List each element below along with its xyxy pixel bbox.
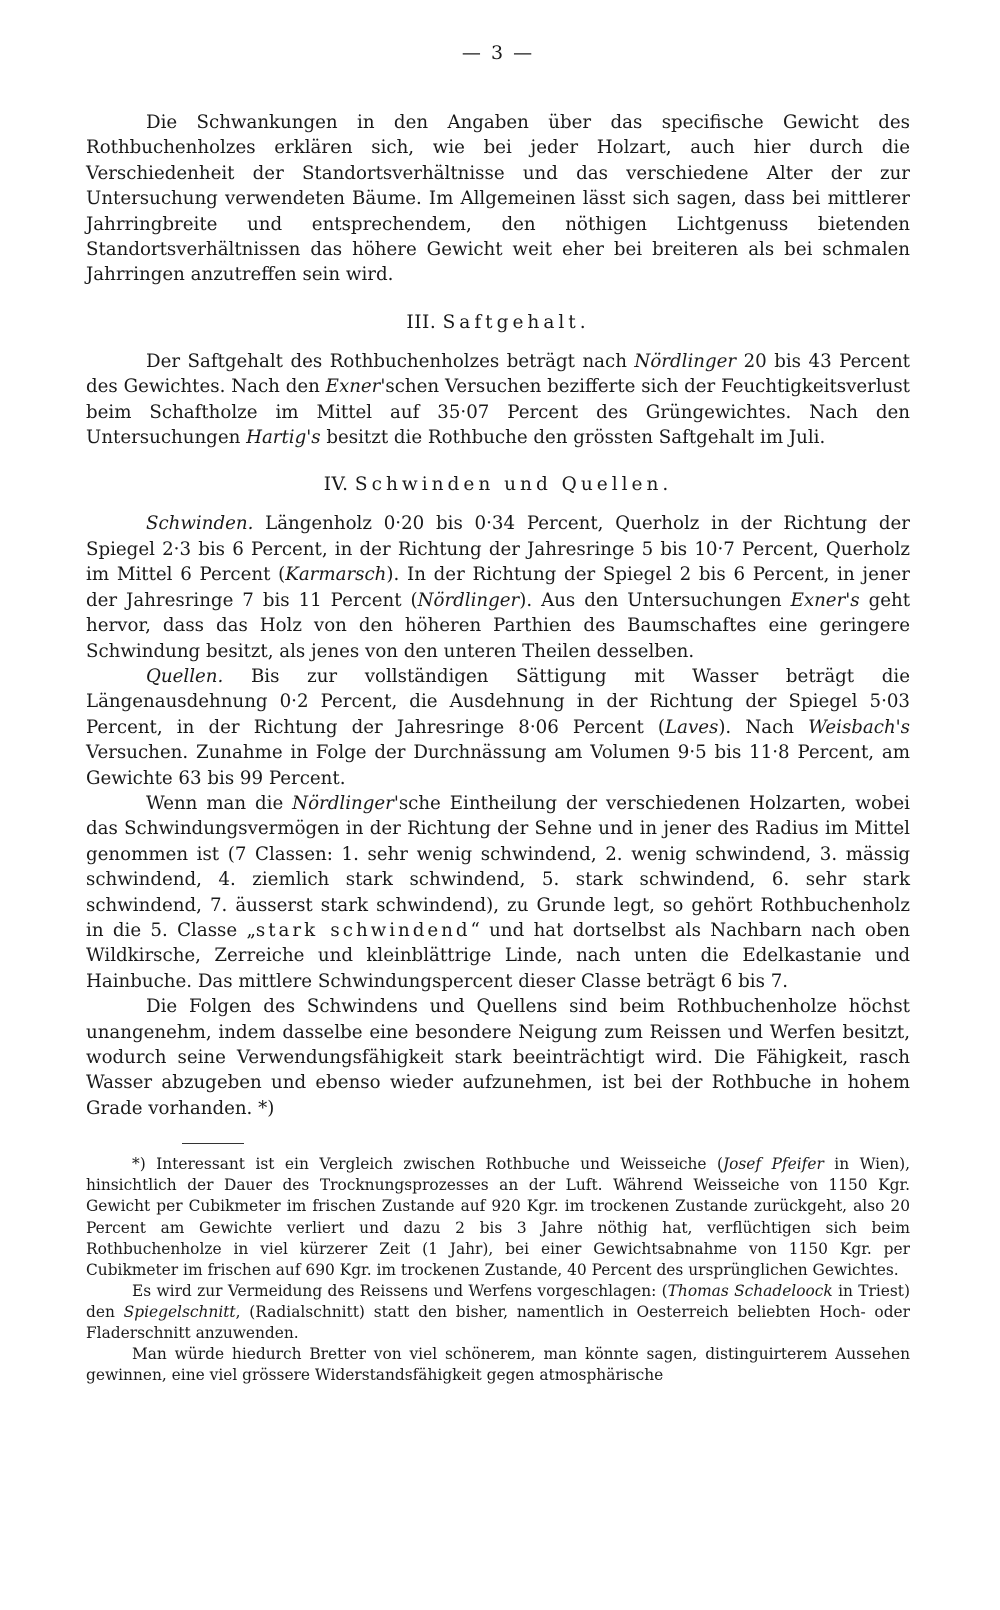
- person-name: Josef Pfeifer: [722, 1155, 824, 1174]
- spaced-term: stark schwindend: [255, 919, 471, 941]
- page-number: — 3 —: [461, 42, 535, 64]
- section-heading-saftgehalt: [86, 310, 910, 335]
- author-name: Weisbach's: [808, 716, 910, 738]
- person-name: Thomas Schadeloock: [667, 1281, 833, 1300]
- paragraph-saftgehalt: Der Saftgehalt des Rothbuchenholzes beträgt nach Nördlinger 20 bis 43 Percent des Gewichtes. Nach den Exner'schen Versuchen bezifferte sich der Feuchtigkeitsverlust beim Schaftholze im Mittel auf 35·07 Percent des Grüngewichtes. Nach den Untersuchungen Hartig's besitzt die Rothbuche den grössten Saftgehalt im Juli.: [86, 350, 910, 449]
- author-name: Exner: [325, 376, 381, 398]
- paragraph-quellen: Quellen. Bis zur vollständigen Sättigung mit Wasser beträgt die Längenausdehnung 0·2 Percent, die Ausdehnung in der Richtung der Spiegel 5·03 Percent, in der Richtung der Jahresringe 8·06 Percent (Laves). Nach Weisbach's Versuchen. Zunahme in Folge der Durchnässung am Volumen 9·5 bis 11·8 Percent, am Gewichte 63 bis 99 Percent.: [86, 665, 910, 789]
- section-title: Schwinden und Quellen.: [354, 474, 673, 496]
- footnote-divider: [182, 1143, 244, 1144]
- author-name: Nördlinger: [292, 792, 394, 814]
- footnote-continuation: Man würde hiedurch Bretter von viel schönerem, man könnte sagen, distinguirterem Aussehen gewinnen, eine viel grössere Widerstandsfähigkeit gegen atmosphärische: [86, 1345, 910, 1385]
- paragraph-consequences: Die Folgen des Schwindens und Quellens sind beim Rothbuchenholze höchst unangenehm, indem dasselbe eine besondere Neigung zum Reissen und Werfen besitzt, wodurch seine Verwendungsfähigkeit stark beeinträchtigt wird. Die Fähigkeit, rasch Wasser abzugeben und ebenso wieder aufzunehmen, ist bei der Rothbuche in hohem Grade vorhanden. *): [86, 996, 910, 1119]
- paragraph-schwinden: Schwinden. Längenholz 0·20 bis 0·34 Percent, Querholz in der Richtung der Spiegel 2·3 bis 6 Percent, in der Richtung der Jahresringe 5 bis 10·7 Percent, Querholz im Mittel 6 Percent (Karmarsch). In der Richtung der Spiegel 2 bis 6 Percent, in jener der Jahresringe 7 bis 11 Percent (Nördlinger). Aus den Untersuchungen Exner's geht hervor, dass das Holz von den höheren Parthien des Baumschaftes eine geringere Schwindung besitzt, als jenes von den unteren Theilen desselben.: [86, 513, 911, 662]
- author-name: Nördlinger: [417, 589, 520, 611]
- footnote-cutting-proposal: Es wird zur Vermeidung des Reissens und Werfens vorgeschlagen: (Thomas Schadeloock in Triest) den Spiegelschnitt, (Radialschnitt) statt den bisher, namentlich in Oesterreich beliebten Hoch- oder Fladerschnitt anzuwenden.: [86, 1281, 911, 1342]
- main-text: [86, 110, 910, 1121]
- author-name: Exner's: [790, 589, 860, 611]
- section-heading-schwinden-quellen: [86, 472, 910, 497]
- author-name: Laves: [665, 716, 719, 738]
- author-name: Nördlinger: [634, 350, 737, 372]
- paragraph-specific-weight: Die Schwankungen in den Angaben über das specifische Gewicht des Rothbuchenholzes erklären sich, wie bei jeder Holzart, auch hier durch die Verschiedenheit der Standortsverhältnisse und das verschiedene Alter der zur Untersuchung verwendeten Bäume. Im Allgemeinen lässt sich sagen, dass bei mittlerer Jahrringbreite und entsprechendem, den nöthigen Lichtgenuss bietenden Standortsverhältnissen das höhere Gewicht weit eher bei breiteren als bei schmalen Jahrringen anzutreffen sein wird.: [86, 112, 910, 286]
- section-title: Saftgehalt.: [442, 311, 590, 333]
- paragraph-classification: Wenn man die Nördlinger'sche Eintheilung der verschiedenen Holzarten, wobei das Schwindungsvermögen in der Richtung der Sehne und in jener des Radius im Mittel genommen ist (7 Classen: 1. sehr wenig schwindend, 2. wenig schwindend, 3. mässig schwindend, 4. ziemlich stark schwindend, 5. stark schwindend, 6. sehr stark schwindend, 7. äusserst stark schwindend), zu Grunde legt, so gehört Rothbuchenholz in die 5. Classe „stark schwindend“ und hat dortselbst als Nachbarn nach oben Wildkirsche, Zerreiche und kleinblättrige Linde, nach unten die Edelkastanie und Hainbuche. Das mittlere Schwindungspercent dieser Classe beträgt 6 bis 7.: [86, 792, 910, 992]
- footnote-weight-comparison: *) Interessant ist ein Vergleich zwischen Rothbuche und Weisseiche (Josef Pfeifer in Wien), hinsichtlich der Dauer des Trocknungsprozesses an der Luft. Während Weisseiche von 1150 Kgr. Gewicht per Cubikmeter im frischen Zustande auf 920 Kgr. im trockenen Zustande zurückgeht, also 20 Percent am Gewichte verliert und dazu 2 bis 3 Jahre nöthig hat, verflüchtigen sich beim Rothbuchenholze in viel kürzerer Zeit (1 Jahr), bei einer Gewichtsabnahme von 1150 Kgr. per Cubikmeter im frischen auf 690 Kgr. im trockenen Zustande, 40 Percent des ursprünglichen Gewichtes.: [86, 1155, 910, 1279]
- section-numeral: IV.: [323, 474, 349, 496]
- run-in-heading: Quellen.: [146, 665, 224, 687]
- author-name: Karmarsch: [285, 564, 387, 586]
- author-name: Hartig's: [246, 427, 321, 449]
- footnotes: [86, 1154, 910, 1386]
- section-numeral: III.: [406, 311, 437, 333]
- technical-term: Spiegelschnitt: [123, 1302, 236, 1321]
- run-in-heading: Schwinden.: [146, 513, 254, 535]
